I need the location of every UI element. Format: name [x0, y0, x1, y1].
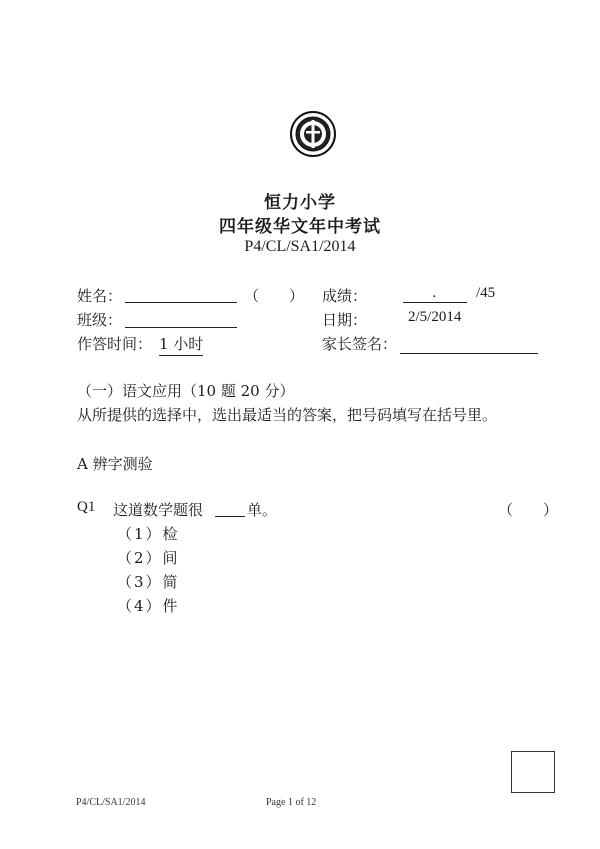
- score-label: 成绩：: [322, 287, 368, 305]
- question-blank: [215, 516, 245, 517]
- option-1: （1）检: [117, 525, 180, 543]
- class-number-paren: （ ）: [244, 287, 305, 305]
- exam-title: 四年级华文年中考试: [219, 217, 381, 237]
- option-3: （3）简: [117, 573, 180, 591]
- name-label: 姓名：: [77, 287, 123, 305]
- time-label: 作答时间：: [77, 335, 153, 353]
- option-2: （2）间: [117, 549, 180, 567]
- footer-page: Page 1 of 12: [266, 797, 317, 808]
- school-logo: [290, 111, 336, 157]
- class-label: 班级：: [77, 311, 123, 329]
- answer-paren[interactable]: （ ）: [498, 501, 559, 519]
- score-box: [511, 751, 555, 793]
- section-instruction: 从所提供的选择中，选出最适当的答案，把号码填写在括号里。: [77, 406, 498, 424]
- date-value: 2/5/2014: [408, 309, 462, 325]
- section-title: （一）语文应用（10 题 20 分）: [77, 382, 295, 400]
- name-field[interactable]: [125, 302, 237, 303]
- score-total: /45: [476, 285, 496, 301]
- exam-code: P4/CL/SA1/2014: [244, 238, 356, 255]
- subsection-title: A 辨字测验: [77, 455, 153, 473]
- footer-code: P4/CL/SA1/2014: [76, 797, 146, 808]
- score-field[interactable]: [403, 302, 467, 303]
- score-dot: .: [432, 285, 437, 301]
- class-field[interactable]: [125, 327, 237, 328]
- question-text-after: 单。: [247, 501, 278, 519]
- date-label: 日期：: [322, 311, 368, 329]
- time-value: 1 小时: [159, 333, 203, 356]
- question-number: Q1: [77, 499, 96, 515]
- parent-signature-field[interactable]: [400, 353, 538, 354]
- school-name: 恒力小学: [264, 193, 336, 213]
- question-text-before: 这道数学题很: [113, 501, 204, 519]
- parent-signature-label: 家长签名：: [322, 335, 398, 353]
- option-4: （4）件: [117, 597, 180, 615]
